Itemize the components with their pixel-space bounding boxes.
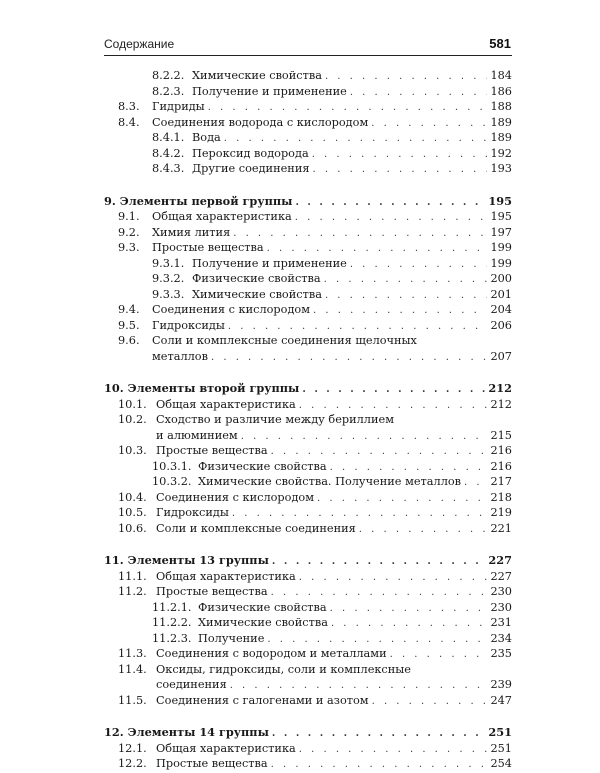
toc-leader-dots <box>228 319 487 335</box>
toc-entry-number: 8.4.3. <box>152 162 185 175</box>
toc-leader-dots <box>299 570 487 586</box>
toc-leader-dots <box>302 382 485 398</box>
toc-entry-title: Общая характеристика <box>156 397 296 411</box>
toc-entry-title: Элементы 13 группы <box>127 553 269 567</box>
toc-leader-dots <box>272 554 486 570</box>
toc-entry-number: 11.2. <box>118 585 147 598</box>
toc-entry-number: 10.4. <box>118 490 147 504</box>
toc-leader-dots <box>233 226 487 242</box>
toc-leader-dots <box>371 116 487 132</box>
toc-entry-number: 9.1. <box>118 210 140 223</box>
toc-entry-title: Химические свойства <box>192 287 322 301</box>
toc-entry-page: 186 <box>490 84 512 98</box>
toc-entry-title: Общая характеристика <box>156 741 296 755</box>
header-title: Содержание <box>104 37 175 51</box>
toc-subsection-entry[interactable] <box>104 615 512 631</box>
toc-subsection-entry[interactable] <box>104 631 512 647</box>
toc-entry-number: 10.5. <box>118 506 147 519</box>
toc-entry-title: Соединения водорода с кислородом <box>152 115 369 129</box>
toc-entry-title: Соединения с кислородом <box>156 490 314 504</box>
toc-entry-number: 10.2. <box>118 413 147 426</box>
toc-entry-title: и алюминием <box>156 428 238 442</box>
toc-chapter-entry[interactable] <box>104 194 512 210</box>
toc-entry-number: 12. <box>104 725 124 739</box>
toc-section-entry[interactable] <box>104 412 512 428</box>
toc-entry-number: 10.3. <box>118 444 147 457</box>
toc-section-entry[interactable] <box>104 397 512 413</box>
toc-subsection-entry[interactable] <box>104 161 512 177</box>
toc-entry-title: Оксиды, гидроксиды, соли и комплексные <box>156 662 411 676</box>
toc-leader-dots <box>271 444 487 460</box>
toc-entry-title: Простые вещества <box>152 241 264 254</box>
toc-entry-page: 206 <box>490 318 512 332</box>
toc-section-entry[interactable] <box>104 505 512 521</box>
toc-leader-dots <box>331 616 487 632</box>
toc-leader-dots <box>295 195 485 211</box>
toc-entry-page: 227 <box>490 569 512 583</box>
toc-entry-page: 200 <box>490 272 512 285</box>
toc-leader-dots <box>330 601 487 617</box>
toc-entry-number: 9. <box>104 193 116 208</box>
toc-entry-number: 10. <box>104 381 124 395</box>
toc-leader-dots <box>313 162 488 178</box>
toc-leader-dots <box>359 522 487 538</box>
toc-entry-page: 184 <box>490 69 512 82</box>
toc-entry-page: 195 <box>490 210 512 223</box>
toc-leader-dots <box>317 491 487 507</box>
toc-leader-dots <box>295 210 487 226</box>
toc-section-entry[interactable] <box>104 646 512 662</box>
toc-entry-page: 221 <box>490 521 512 535</box>
toc-leader-dots <box>372 694 487 710</box>
toc-entry-page: 204 <box>490 303 512 316</box>
toc-entry-page: 197 <box>490 225 512 239</box>
toc-entry-page: 201 <box>490 287 512 301</box>
toc-entry-number: 9.3. <box>118 241 140 254</box>
toc-section-entry[interactable] <box>104 569 512 585</box>
toc-entry-page: 231 <box>490 616 512 629</box>
toc-entry-title: Химические свойства. Получение металлов <box>198 475 462 488</box>
toc-leader-dots <box>208 100 487 116</box>
toc-entry-page: 218 <box>490 490 512 504</box>
toc-entry-title: Физические свойства <box>198 600 327 614</box>
toc-entry-number: 8.4.1. <box>152 131 185 144</box>
toc-section-entry[interactable] <box>104 693 512 709</box>
toc-entry-number: 8.2.3. <box>152 84 185 98</box>
toc-entry-title: Общая характеристика <box>156 569 296 583</box>
toc-subsection-entry[interactable] <box>104 600 512 616</box>
toc-entry-title: Соли и комплексные соединения <box>156 521 356 535</box>
toc-entry-title: Химические свойства <box>198 616 328 629</box>
toc-entry-title: Общая характеристика <box>152 210 292 223</box>
toc-section-entry[interactable] <box>104 756 512 772</box>
toc-entry-number: 11.3. <box>118 647 147 660</box>
toc-entry-page: 251 <box>490 741 512 755</box>
toc-section-entry[interactable] <box>104 443 512 459</box>
toc-entry-page: 199 <box>490 256 512 270</box>
toc-entry-number: 11. <box>104 553 124 567</box>
toc-entry-number: 11.2.2. <box>152 616 192 629</box>
toc-entry-title: Элементы 14 группы <box>127 725 269 739</box>
toc-entry-number: 8.4. <box>118 115 140 129</box>
toc-leader-dots <box>350 257 487 273</box>
toc-entry-number: 11.1. <box>118 569 147 583</box>
toc-section-entry[interactable] <box>104 333 512 349</box>
toc-entry-number: 11.4. <box>118 662 147 676</box>
section-gap <box>104 177 512 194</box>
toc-section-entry[interactable] <box>104 741 512 757</box>
toc-entry-number: 9.3.3. <box>152 287 185 301</box>
toc-leader-dots <box>330 460 487 476</box>
toc-entry-number: 9.4. <box>118 303 140 316</box>
toc-subsection-entry[interactable] <box>104 271 512 287</box>
toc-entry-number: 12.1. <box>118 741 147 755</box>
toc-leader-dots <box>211 350 487 366</box>
toc-entry-title: металлов <box>152 349 208 363</box>
toc-leader-dots <box>299 742 487 758</box>
toc-subsection-entry[interactable] <box>104 256 512 272</box>
toc-entry-number: 12.2. <box>118 757 147 770</box>
toc-entry-page: 230 <box>490 585 512 598</box>
toc-chapter-entry[interactable] <box>104 725 512 741</box>
running-header <box>104 37 512 56</box>
toc-entry-title: Простые вещества <box>156 757 268 770</box>
toc-entry-title: Соединения с галогенами и азотом <box>156 693 369 707</box>
toc-entry-title: Пероксид водорода <box>192 146 309 160</box>
toc-entry-page: 216 <box>490 444 512 457</box>
toc-entry-title: Гидроксиды <box>152 318 225 332</box>
toc-entry-page: 219 <box>490 506 512 519</box>
toc-entry-number: 9.5. <box>118 318 140 332</box>
toc-entry-page: 192 <box>490 146 512 160</box>
toc-section-entry[interactable] <box>104 209 512 225</box>
toc-leader-dots <box>324 272 487 288</box>
toc-section-entry[interactable] <box>104 225 512 241</box>
toc-entry-page: 216 <box>490 459 512 473</box>
toc-leader-dots <box>267 241 487 257</box>
toc-chapter-entry[interactable] <box>104 553 512 569</box>
section-gap <box>104 364 512 381</box>
table-of-contents <box>104 68 512 772</box>
toc-entry-page: 207 <box>490 349 512 363</box>
toc-entry-page: 251 <box>488 725 512 739</box>
toc-subsection-entry[interactable] <box>104 146 512 162</box>
toc-entry-number: 9.2. <box>118 225 140 239</box>
toc-entry-number: 9.3.2. <box>152 272 185 285</box>
toc-entry-page: 247 <box>490 693 512 707</box>
toc-entry-number: 9.6. <box>118 334 140 347</box>
toc-leader-dots <box>241 429 487 445</box>
toc-leader-dots <box>299 398 487 414</box>
toc-section-entry[interactable] <box>104 662 512 678</box>
toc-subsection-entry[interactable] <box>104 459 512 475</box>
toc-entry-number: 8.3. <box>118 100 140 113</box>
toc-entry-title: Соединения с кислородом <box>152 303 310 316</box>
toc-section-entry[interactable] <box>104 349 512 365</box>
toc-entry-title: Вода <box>192 131 221 144</box>
header-page-number: 581 <box>489 36 511 51</box>
toc-entry-title: Гидриды <box>152 100 205 113</box>
toc-entry-page: 188 <box>490 100 512 113</box>
toc-leader-dots <box>390 647 487 663</box>
toc-section-entry[interactable] <box>104 677 512 693</box>
toc-section-entry[interactable] <box>104 521 512 537</box>
toc-entry-page: 189 <box>490 115 512 129</box>
toc-section-entry[interactable] <box>104 99 512 115</box>
toc-entry-page: 212 <box>490 397 512 411</box>
toc-entry-page: 234 <box>490 631 512 645</box>
toc-section-entry[interactable] <box>104 318 512 334</box>
toc-section-entry[interactable] <box>104 302 512 318</box>
toc-leader-dots <box>325 69 487 85</box>
toc-entry-title: Химические свойства <box>192 69 322 82</box>
toc-leader-dots <box>464 475 487 491</box>
toc-leader-dots <box>271 585 487 601</box>
toc-section-entry[interactable] <box>104 240 512 256</box>
toc-entry-page: 254 <box>490 757 512 770</box>
toc-entry-title: Соединения с водородом и металлами <box>156 647 387 660</box>
toc-entry-page: 215 <box>490 428 512 442</box>
toc-entry-number: 9.3.1. <box>152 256 185 270</box>
toc-leader-dots <box>325 288 487 304</box>
toc-entry-title: Элементы второй группы <box>127 381 300 395</box>
toc-entry-title: соединения <box>156 678 227 691</box>
toc-entry-number: 11.5. <box>118 693 147 707</box>
toc-entry-page: 230 <box>490 600 512 614</box>
toc-entry-title: Гидроксиды <box>156 506 229 519</box>
toc-leader-dots <box>224 131 487 147</box>
toc-entry-number: 10.3.1. <box>152 459 192 473</box>
toc-subsection-entry[interactable] <box>104 130 512 146</box>
toc-entry-page: 217 <box>490 475 512 488</box>
toc-entry-title: Другие соединения <box>192 162 310 175</box>
toc-entry-number: 10.1. <box>118 397 147 411</box>
toc-subsection-entry[interactable] <box>104 287 512 303</box>
toc-section-entry[interactable] <box>104 490 512 506</box>
toc-entry-number: 11.2.3. <box>152 631 192 645</box>
toc-entry-page: 212 <box>488 381 512 395</box>
toc-entry-title: Получение <box>198 631 265 645</box>
toc-entry-number: 10.3.2. <box>152 475 192 488</box>
toc-entry-title: Получение и применение <box>192 84 347 98</box>
section-gap <box>104 708 512 725</box>
toc-leader-dots <box>313 303 487 319</box>
toc-entry-page: 235 <box>490 647 512 660</box>
toc-entry-title: Сходство и различие между бериллием <box>156 413 394 426</box>
toc-entry-number: 8.4.2. <box>152 146 185 160</box>
toc-section-entry[interactable] <box>104 584 512 600</box>
toc-entry-page: 227 <box>488 553 512 567</box>
toc-subsection-entry[interactable] <box>104 84 512 100</box>
toc-entry-number: 8.2.2. <box>152 69 185 82</box>
toc-entry-number: 10.6. <box>118 521 147 535</box>
toc-entry-title: Элементы первой группы <box>119 193 293 208</box>
toc-entry-page: 193 <box>490 162 512 175</box>
toc-leader-dots <box>267 632 487 648</box>
toc-entry-title: Соли и комплексные соединения щелочных <box>152 334 417 347</box>
toc-entry-title: Простые вещества <box>156 444 268 457</box>
toc-entry-page: 195 <box>488 193 512 208</box>
toc-subsection-entry[interactable] <box>104 474 512 490</box>
toc-chapter-entry[interactable] <box>104 381 512 397</box>
toc-entry-page: 189 <box>490 131 512 144</box>
toc-leader-dots <box>230 678 487 694</box>
toc-entry-page: 199 <box>490 241 512 254</box>
toc-entry-title: Физические свойства <box>192 272 321 285</box>
toc-entry-title: Физические свойства <box>198 459 327 473</box>
toc-leader-dots <box>272 726 486 742</box>
toc-entry-title: Химия лития <box>152 225 231 239</box>
toc-entry-number: 11.2.1. <box>152 600 192 614</box>
toc-subsection-entry[interactable] <box>104 68 512 84</box>
toc-entry-title: Получение и применение <box>192 256 347 270</box>
toc-section-entry[interactable] <box>104 428 512 444</box>
toc-leader-dots <box>350 85 487 101</box>
toc-leader-dots <box>271 757 487 773</box>
toc-entry-page: 239 <box>490 678 512 691</box>
section-gap <box>104 536 512 553</box>
toc-leader-dots <box>312 147 487 163</box>
toc-section-entry[interactable] <box>104 115 512 131</box>
toc-leader-dots <box>232 506 487 522</box>
toc-entry-title: Простые вещества <box>156 585 268 598</box>
